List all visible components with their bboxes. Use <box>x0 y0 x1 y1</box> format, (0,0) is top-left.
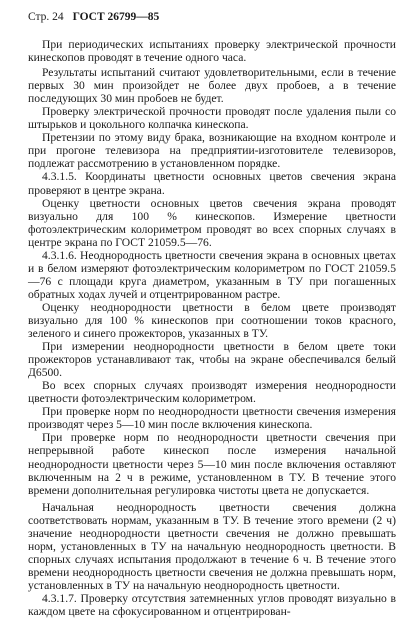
paragraph: При проверке норм по неоднородности цветности свечения измерения производят через 5—10 мин после включения кинескопа. <box>28 405 396 432</box>
section-4-3-1-6: 4.3.1.6. Неоднородность цветности свечения экрана в основных цветах и в белом измеряют фотоэлектрическим колориметром по ГОСТ 21059.5—76 с площади круга диаметром, указанным в ТУ при погашенных обратных ходах лучей и отцентрированном растре. <box>28 248 396 301</box>
paragraph: При проверке норм по неоднородности цветности свечения при непрерывной работе кинескоп после измерения начальной неоднородности цветности через 5—10 мин после включения оставляют включенным на 2 ч в режиме, установленном в ТУ. В течение этого времени дополнительная регулировка чистоты цвета не допускается. <box>28 431 396 497</box>
paragraph: При измерении неоднородности цветности в белом цвете токи прожекторов устанавливают так, чтобы на экране обеспечивался белый Д6500. <box>28 340 396 380</box>
paragraph: При периодических испытаниях проверку электрической прочности кинескопов проводят в течение одного часа. <box>28 38 396 65</box>
paragraph: Результаты испытаний считают удовлетворительными, если в течение первых 30 мин произойдет не более двух пробоев, а в течение последующих 30 мин пробоев не будет. <box>28 66 396 106</box>
standard-number: ГОСТ 26799—85 <box>72 11 160 23</box>
paragraph: Претензии по этому виду брака, возникающие на входном контроле и при прогоне телевизора на предприятии-изготовителе телевизоров, подлежат рассмотрению в установленном порядке. <box>28 131 396 171</box>
body-text <box>28 38 396 618</box>
paragraph: Проверку электрической прочности проводят после удаления пыли со штырьков и цокольного колпачка кинескопа. <box>28 105 396 132</box>
page-number: Стр. 24 <box>28 11 64 23</box>
paragraph: Оценку неоднородности цветности в белом цвете производят визуально для 100 % кинескопов при соотношении токов красного, зеленого и синего прожекторов, указанных в ТУ. <box>28 300 396 341</box>
paragraph: Начальная неоднородность цветности свечения должна соответствовать нормам, указанным в ТУ. В течение этого времени (2 ч) значение неоднородности цветности свечения не должно превышать норм, установленных в ТУ на начальную неоднородность цветности. В спорных случаях испытания продолжают в течение 6 ч. В течение этого времени неоднородность цветности свечения не должна превышать норм, установленных в ТУ на начальную неоднородность цветности. <box>28 500 396 592</box>
paragraph: Во всех спорных случаях производят измерения неоднородности цветности фотоэлектрическим колориметром. <box>28 379 396 406</box>
paragraph: Оценку цветности основных цветов свечения экрана проводят визуально для 100 % кинескопов. Измерение цветности фотоэлектрическим колориметром проводят во всех спорных случаях в центре экрана по ГОСТ 21059.5—76. <box>28 196 396 249</box>
section-4-3-1-5: 4.3.1.5. Координаты цветности основных цветов свечения экрана проверяют в центре экрана. <box>28 170 396 197</box>
page-header <box>28 10 396 24</box>
section-4-3-1-7: 4.3.1.7. Проверку отсутствия затемненных углов проводят визуально в каждом цвете на сфокусированном и отцентрирован- <box>28 591 396 619</box>
